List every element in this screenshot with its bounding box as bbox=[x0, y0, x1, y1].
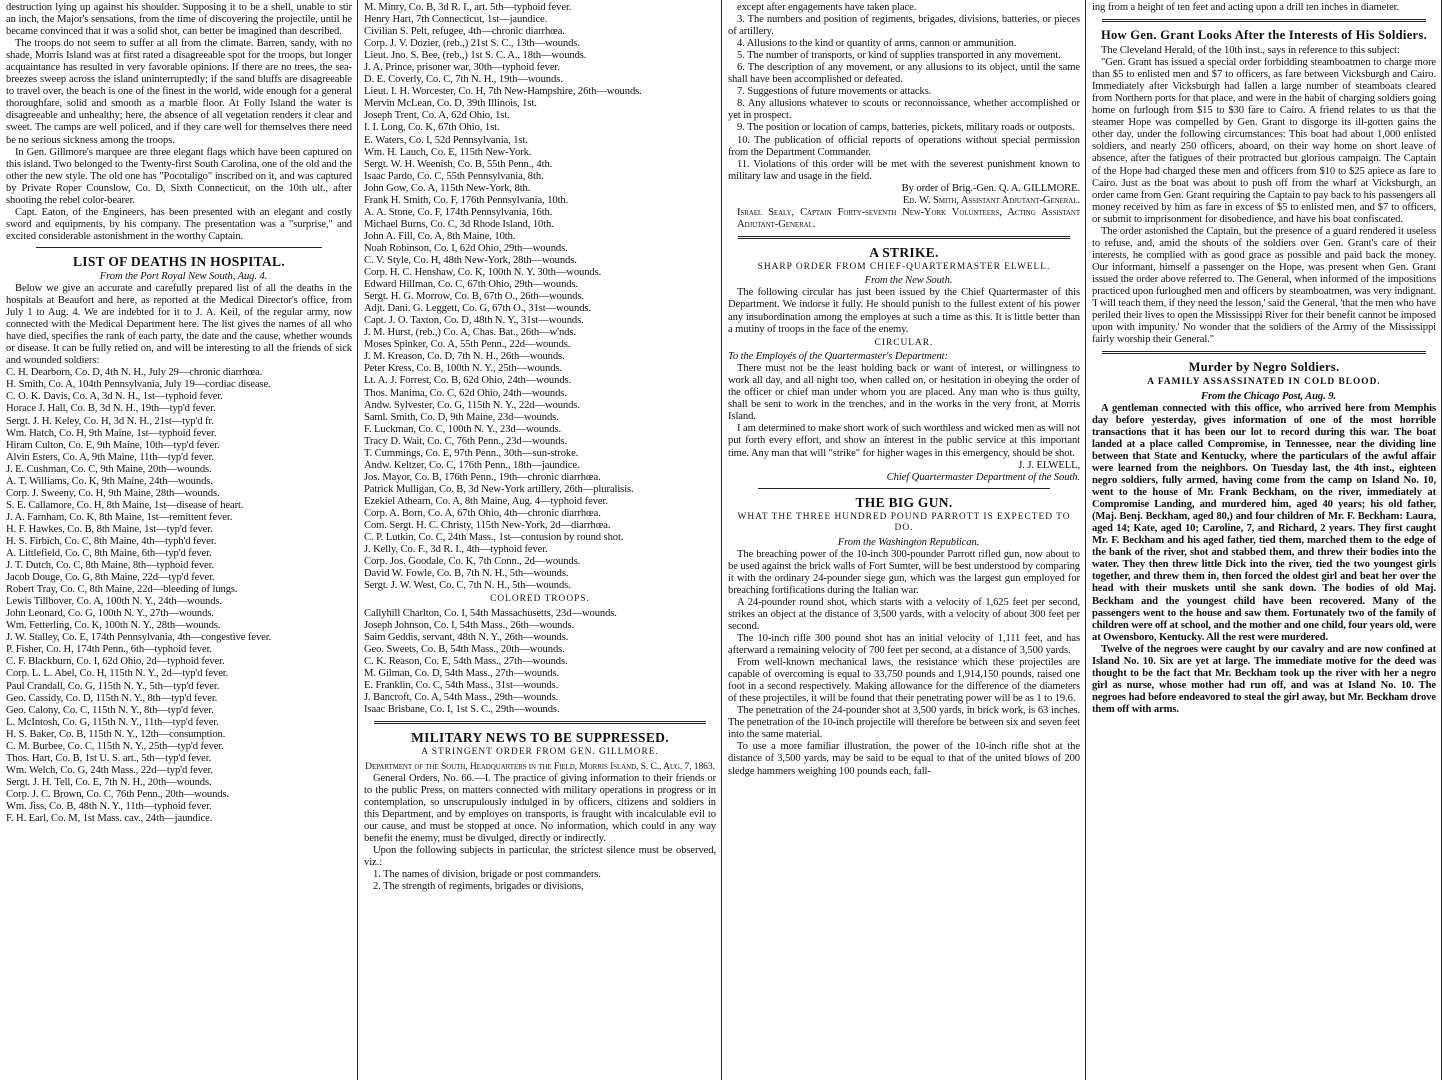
column-1 bbox=[0, 0, 357, 1080]
dateline: Department of the South, Headquarters in the Field, Morris Island, S. C., Aug. 7, 1863. bbox=[365, 760, 715, 772]
article-paragraph: The following circular has just been issued by the Chief Quartermaster of this Department. We indorse it fully. He should punish to the fullest extent of his power any insubordination among the employes at such a time as this. It is little better than a mutiny of troops in the face of the enemy. bbox=[728, 287, 1080, 335]
order-item: 10. The publication of official reports of operations without special permission from the Department Commander. bbox=[728, 134, 1080, 158]
article-paragraph: Upon the following subjects in particular, the strictest silence must be observed, viz.: bbox=[364, 845, 716, 869]
death-entry: Paul Crandall, Co. G, 115th N. Y., 5th—typ'd fever. bbox=[6, 680, 220, 692]
death-entry: Michael Burns, Co. C, 3d Rhode Island, 10th. bbox=[364, 218, 554, 230]
death-entry: Corp. J. C. Brown, Co. C, 76th Penn., 20th—wounds. bbox=[6, 788, 230, 800]
death-entry: Wm. Welch, Co. G, 24th Mass., 22d—typ'd fever. bbox=[6, 764, 213, 776]
death-entry: P. Fisher, Co. H, 174th Penn., 6th—typhoid fever. bbox=[6, 644, 212, 656]
death-entry: Peter Kress, Co. B, 100th N. Y., 25th—wounds. bbox=[364, 363, 562, 375]
headline-military-news: MILITARY NEWS TO BE SUPPRESSED. bbox=[411, 730, 669, 746]
death-entry: Isaac Brisbane, Co. I, 1st S. C., 29th—wounds. bbox=[364, 704, 560, 716]
death-entry: Alvin Esters, Co. A, 9th Maine, 11th—typ'd fever. bbox=[6, 451, 214, 463]
death-entry: Sergt. J. H. Tell, Co. E, 7th N. H., 20th—wounds. bbox=[6, 776, 212, 788]
death-entry: M. Minry, Co. B, 3d R. I., art. 5th—typhoid fever. bbox=[364, 2, 572, 13]
death-entry: J. M. Hurst, (reb.,) Co. A, Chas. Bat., 26th—w'nds. bbox=[364, 327, 576, 339]
signature: Ed. W. Smith, Assistant Adjutant-General. bbox=[902, 194, 1080, 206]
death-entry: S. E. Callamore, Co. H, 8th Maine, 1st—disease of heart. bbox=[6, 499, 244, 511]
death-entry: A. A. Stone, Co. F, 174th Pennsylvania, 16th. bbox=[364, 206, 553, 218]
death-entry: Geo. Cassidy, Co. D, 115th N. Y., 8th—typ'd fever. bbox=[6, 692, 218, 704]
orders-continued bbox=[728, 2, 1080, 183]
death-entry: C. H. Dearborn, Co. D, 4th N. H., July 29—chronic diarrhœa. bbox=[6, 367, 263, 379]
death-entry: Saml. Smith, Co. D, 9th Maine, 23d—wounds. bbox=[364, 411, 559, 423]
grant-body bbox=[1092, 57, 1436, 346]
death-entry: Sergt. J. H. Keley, Co. H, 3d N. H., 21st—typ'd fr. bbox=[6, 415, 214, 427]
death-entry: L. McIntosh, Co. G, 115th N. Y., 11th—typ'd fever. bbox=[6, 716, 219, 728]
death-entry: J. A. Farnham, Co. K, 8th Maine, 1st—remittent fever. bbox=[6, 511, 233, 523]
article-paragraph: The breaching power of the 10-inch 300-pounder Parrott rifled gun, now about to be used against the brick walls of Fort Sumter, will be best understood by comparing it with the ordinary 24-pounder siege gun, which was the largest gun employed for breaching fortifications during the Italian war. bbox=[728, 548, 1080, 596]
article-paragraph: Twelve of the negroes were caught by our cavalry and are now confined at Island No. 10. Six are yet at large. The immediate motive for the deed was thought to be the fact that Mr. Beckham took up the river with her a negro girl as nurse, whose mother had run off, and was at Island No. 10. The negroes had before endeavored to steal the girl away, but Mr. Beckham drove them off with arms. bbox=[1092, 643, 1436, 715]
death-entry: H. S. Baker, Co. B, 115th N. Y., 12th—consumption. bbox=[6, 728, 226, 740]
order-item: 8. Any allusions whatever to scouts or reconnoissance, whether accomplished or yet in prospect. bbox=[728, 98, 1080, 122]
death-entry: Sergt. H. G. Morrow, Co. B, 67th O., 26th—wounds. bbox=[364, 291, 584, 303]
death-entry: Corp. J. Sweeny, Co. H, 9th Maine, 28th—wounds. bbox=[6, 487, 220, 499]
death-entry: Edward Hillman, Co. C, 67th Ohio, 29th—wounds. bbox=[364, 279, 579, 291]
divider bbox=[738, 236, 1070, 239]
address-line: To the Employés of the Quartermaster's Department: bbox=[728, 351, 948, 363]
death-entry: Patrick Mulligan, Co. B, 3d New-York artillery, 26th—pluralisis. bbox=[364, 483, 634, 495]
source-line: From the Port Royal New South, Aug. 4. bbox=[99, 270, 268, 282]
death-entry: I. I. Long, Co. K, 67th Ohio, 1st. bbox=[364, 122, 500, 134]
military-body bbox=[364, 773, 716, 893]
death-entry: Henry Hart, 7th Connecticut, 1st—jaundice. bbox=[364, 14, 548, 26]
signature: J. J. ELWELL, bbox=[1018, 459, 1080, 471]
death-entry: H. F. Hawkes, Co. B, 8th Maine, 1st—typ'd fever. bbox=[6, 523, 213, 535]
death-entry: Corp. H. C. Henshaw, Co. K, 100th N. Y. 30th—wounds. bbox=[364, 267, 602, 279]
column-3 bbox=[722, 0, 1085, 1080]
death-entry: Corp. Jos. Goodale, Co. K, 7th Conn., 2d—wounds. bbox=[364, 556, 581, 568]
death-entry: Lewis Tillbover, Co. A, 100th N. Y., 24th—wounds. bbox=[6, 596, 222, 608]
article-paragraph: The penetration of the 24-pounder shot at 3,500 yards, in brick work, is 63 inches. The penetration of the 10-inch projectile will therefore be between six and seven feet into the same material. bbox=[728, 705, 1080, 741]
subhead-strike: SHARP ORDER FROM CHIEF-QUARTERMASTER ELWELL. bbox=[757, 261, 1051, 272]
death-entry: Capt. J. O. Taxton, Co. D, 48th N. Y., 31st—wounds. bbox=[364, 315, 584, 327]
article-paragraph: The Cleveland Herald, of the 10th inst., says in reference to this subject: bbox=[1101, 45, 1400, 57]
death-entry: Andw. Keltzer, Co. C, 176th Penn., 18th—jaundice. bbox=[364, 459, 580, 471]
death-entry: C. V. Style, Co. H, 48th New-York, 28th—wounds. bbox=[364, 254, 577, 266]
article-paragraph: Below we give an accurate and carefully prepared list of all the deaths in the hospitals at Beaufort and here, as reported at the Medical Director's office, from July 1 to Aug. 4. We are indebted for it to J. A. Keil, of the regular army, now connected with the Medical Department here. The list gives the names of all who have died, specifies the rank of each party, the date and the cause, whether wounds or disease. It can be fully relied on, and will be interesting to all the friends of sick and wounded soldiers: bbox=[6, 282, 352, 367]
order-item: 3. The numbers and position of regiments, brigades, divisions, batteries, or pieces of artillery. bbox=[728, 14, 1080, 38]
article-paragraph: ing from a height of ten feet and acting upon a drill ten inches in diameter. bbox=[1092, 2, 1400, 13]
headline-grant: How Gen. Grant Looks After the Interests of His Soldiers. bbox=[1100, 28, 1427, 43]
order-item: 4. Allusions to the kind or quantity of arms, cannon or ammunition. bbox=[737, 38, 1017, 50]
divider bbox=[36, 247, 322, 248]
order-item: 9. The position or location of camps, batteries, pickets, military roads or outposts. bbox=[737, 122, 1075, 134]
order-item: except after engagements have taken place. bbox=[737, 2, 917, 13]
death-entry: C. F. Blackburn, Co. I, 62d Ohio, 2d—typhoid fever. bbox=[6, 656, 225, 668]
article-paragraph: "Gen. Grant has issued a special order forbidding steamboatmen to charge more than $5 to enlisted men and $7 to officers, as fare between Vicksburgh and Cairo. Immediately after Vicksburgh had fallen a large number of steamboats cleared from Northern ports for that place, and were in the habit of charging soldiers going home on furlough from $15 to $30 fare to Cairo. A friend relates to us that the steamer Hope was compelled by Gen. Grant to disgorge its ill-gotten gains the other day, under the following circumstances: This boat had about 1,000 enlisted soldiers, and nearly 250 officers, aboard, on their way home on short leave of absence, after the fatigues of their protracted but glorious campaign. The Captain of the Hope had charged these men and officers from $10 to $25 apiece as fare to Cairo. Just as the boat was about to push off from the wharf at Vicksburgh, an order came from Gen. Grant requiring the Captain to pay back to his passengers all money received by him as fare in excess of $5 to enlisted men, and $7 to officers, or submit to imprisonment for disobedience, and have his boat confiscated. bbox=[1092, 57, 1436, 225]
death-entry: Joseph Trent, Co. A, 62d Ohio, 1st. bbox=[364, 110, 510, 122]
subhead-colored-troops: COLORED TROOPS. bbox=[490, 594, 590, 605]
death-entry: Joseph Johnson, Co. I, 54th Mass., 26th—wounds. bbox=[364, 619, 575, 631]
death-entry: John Gow, Co. A, 115th New-York, 8th. bbox=[364, 182, 531, 194]
death-entry: Geo. Calony, Co. C, 115th N. Y., 8th—typ'd fever. bbox=[6, 704, 214, 716]
divider bbox=[374, 721, 706, 724]
death-entry: C. M. Burbee, Co. C, 115th N. Y., 25th—typ'd fever. bbox=[6, 740, 224, 752]
article-paragraph: In Gen. Gillmore's marquee are three elegant flags which have been captured on this island. Two belonged to the Twenty-first South Carolina, one of the old and the other the new style. The old one has "Pocotaligo" inscribed on it, and was captured by Private Roper Counslow, Co. D, Sixth Connecticut, on the 10th ult., after shooting the rebel color-bearer. bbox=[6, 146, 352, 206]
order-item: 6. The description of any movement, or any allusions to its object, until the same shall have been accomplished or defeated. bbox=[728, 62, 1080, 86]
death-entry: Lt. A. J. Forrest, Co. B, 62d Ohio, 24th—wounds. bbox=[364, 375, 572, 387]
death-entry: D. E. Coverly, Co. C, 7th N. H., 19th—wounds. bbox=[364, 74, 563, 86]
death-entry: John A. Fill, Co. A, 8th Maine, 10th. bbox=[364, 230, 516, 242]
article-paragraph: General Orders, No. 66.—I. The practice of giving information to their friends or to the public Press, on matters connected with military operations in progress or in contemplation, so unscrupulously indulged in by officers, citizens and soldiers in this Department, and by employes on transports, is fraught with incalculable evil to our cause, and must be stopped at once. No information, which could in any way benefit the enemy, must be divulged, directly or indirectly. bbox=[364, 772, 716, 844]
death-entry: Tracy D. Wait, Co. C, 76th Penn., 23d—wounds. bbox=[364, 435, 567, 447]
death-entry: Mervin McLean, Co. D, 39th Illinois, 1st. bbox=[364, 98, 537, 110]
source-line: From the Chicago Post, Aug. 9. bbox=[1201, 390, 1336, 402]
article-paragraph: A 24-pounder round shot, which starts with a velocity of 1,625 feet per second, strikes an object at the distance of 3,500 yards, with a velocity of about 300 feet per second. bbox=[728, 596, 1080, 632]
article-paragraph: destruction lying up against his shoulder. Supposing it to be a shell, unable to stir an inch, the Major's sensations, from the time of discovering the projectile, until he became convinced that it was a solid shot, can better be imagined than described. bbox=[6, 2, 352, 38]
colored-troops-list bbox=[364, 608, 716, 716]
article-paragraph: 1. The names of division, brigade or post commanders. bbox=[373, 869, 601, 881]
signature: Chief Quartermaster Department of the South. bbox=[886, 471, 1080, 483]
headline-strike: A STRIKE. bbox=[869, 244, 939, 260]
death-entry: Jos. Mayor, Co. B, 176th Penn., 19th—chronic diarrhœa. bbox=[364, 471, 601, 483]
death-entry: Thos. Manima, Co. C, 62d Ohio, 24th—wounds. bbox=[364, 387, 567, 399]
column-2 bbox=[358, 0, 721, 1080]
death-entry: C. P. Lutkin, Co. C, 24th Mass., 1st—contusion by round shot. bbox=[364, 532, 624, 544]
order-item: 7. Suggestions of future movements or attacks. bbox=[737, 86, 932, 98]
death-entry: Wm. Jiss, Co. B, 48th N. Y., 11th—typhoid fever. bbox=[6, 801, 212, 812]
article-paragraph: Capt. Eaton, of the Engineers, has been presented with an elegant and costly sword and equipments, by his company. The presentation was a "surprise," and excited considerable astonishment in the worthy Captain. bbox=[6, 206, 352, 242]
divider bbox=[1102, 19, 1426, 22]
death-entry: Isaac Pardo, Co. C, 55th Pennsylvania, 8th. bbox=[364, 170, 544, 182]
subhead-big-gun: WHAT THE THREE HUNDRED POUND PARROTT IS EXPECTED TO DO. bbox=[737, 511, 1071, 534]
death-entry: Lieut. Jno. S. Bee, (reb.,) 1st S. C. A., 18th—wounds. bbox=[364, 50, 587, 62]
deaths-list-continued bbox=[364, 2, 716, 592]
death-entry: E. Franklin, Co. C, 54th Mass., 31st—wounds. bbox=[364, 680, 559, 692]
article-paragraph: The troops do not seem to suffer at all from the climate. Barren, sandy, with no shade, Morris Island was at first rated a disagreeable spot for the troops, but longer acquaintance has resulted in very favorable opinions. If there are no trees, the sea-breezes sweep across the island uninterruptedly; if the sand bluffs are disagreeable to travel over, the beach is one of the finest in the world, wide enough for a general thoroughfare, solid and smooth as a marble floor. At Folly Island the water is disagreeable and unhealthy; here, the absence of all vegetation renders it clear and sweet. The camps are well policed, and if they care well for themselves there need be no serious sickness among the troops. bbox=[6, 38, 352, 146]
death-entry: Civilian S. Pelt, refugee, 4th—chronic diarrhœa. bbox=[364, 26, 565, 38]
death-entry: Hiram Culton, Co. E, 9th Maine, 10th—typ'd fever. bbox=[6, 439, 220, 451]
headline-murder: Murder by Negro Soldiers. bbox=[1188, 360, 1340, 375]
death-entry: David W. Fowle, Co. B, 7th N. H., 5th—wounds. bbox=[364, 568, 569, 580]
death-entry: C. K. Reason, Co. E, 54th Mass., 27th—wounds. bbox=[364, 655, 568, 667]
article-paragraph: To use a more familiar illustration, the power of the 10-inch rifle shot at the distance of 3,500 yards, may be said to be equal to that of the united blows of 200 sledge hammers weighing 100 pounds each, fall- bbox=[728, 741, 1080, 777]
death-entry: A. Littlefield, Co. C, 8th Maine, 6th—typ'd fever. bbox=[6, 548, 212, 560]
death-entry: E. Waters, Co. I, 52d Pennsylvania, 1st. bbox=[364, 134, 528, 146]
subhead-circular: CIRCULAR. bbox=[874, 337, 934, 348]
death-entry: F. Luckman, Co. C, 100th N. Y., 23d—wounds. bbox=[364, 423, 562, 435]
death-entry: Andw. Sylvester, Co. G, 115th N. Y., 22d—wounds. bbox=[364, 399, 580, 411]
subhead-murder: A FAMILY ASSASSINATED IN COLD BLOOD. bbox=[1147, 377, 1381, 388]
article-paragraph: There must not be the least holding back or want of interest, or willingness to work all day, and all night too, when called on, or hesitation in obeying the order of the officer or chief man under whom you are placed. Any man who is thus guilty, shall be sent to work in the trenches, and in the works in the very front, at Morris Island. bbox=[728, 363, 1080, 423]
death-entry: Horace J. Hall, Co. B, 3d N. H., 19th—typ'd fever. bbox=[6, 403, 216, 415]
death-entry: F. H. Earl, Co. M, 1st Mass. cav., 24th—jaundice. bbox=[6, 813, 213, 825]
column-4 bbox=[1086, 0, 1441, 1080]
divider bbox=[1102, 351, 1426, 354]
death-entry: Jacob Douge, Co. G, 8th Maine, 22d—typ'd fever. bbox=[6, 572, 215, 584]
death-entry: Lieut. I. H. Worcester, Co. H, 7th New-Hampshire, 26th—wounds. bbox=[364, 86, 642, 98]
death-entry: Corp. J. V. Dozier, (reb.,) 21st S. C., 13th—wounds. bbox=[364, 38, 580, 50]
headline-deaths: LIST OF DEATHS IN HOSPITAL. bbox=[72, 253, 286, 269]
article-paragraph: I am determined to make short work of such worthless and wicked men as will not put forth every effort, and show an interest in the public service at this important time. Any man that will "strike" for higher wages in this emergency, should be shot. bbox=[728, 423, 1080, 459]
death-entry: M. Gilman, Co. D, 54th Mass., 27th—wounds. bbox=[364, 668, 560, 680]
big-gun-body bbox=[728, 549, 1080, 778]
death-entry: H. Smith, Co. A, 104th Pennsylvania, July 19—cordiac disease. bbox=[6, 379, 271, 391]
death-entry: Robert Tray, Co. C, 8th Maine, 22d—bleeding of lungs. bbox=[6, 584, 238, 596]
death-entry: J. W. Stalley, Co. E, 174th Pennsylvania, 4th—congestive fever. bbox=[6, 632, 272, 644]
deaths-list bbox=[6, 367, 352, 825]
order-item: 5. The number of transports, or kind of supplies transported in any movement. bbox=[737, 50, 1061, 62]
death-entry: Callyhill Charlton, Co. I, 54th Massachusetts, 23d—wounds. bbox=[364, 607, 617, 619]
signature: By order of Brig.-Gen. Q. A. GILLMORE. bbox=[901, 182, 1080, 194]
death-entry: J. M. Kreason, Co. D, 7th N. H., 26th—wounds. bbox=[364, 351, 565, 363]
death-entry: J. Bancroft, Co. A, 54th Mass., 29th—wounds. bbox=[364, 692, 559, 704]
signature: Israel Sealy, Captain Forty-seventh New-York Volunteers, Acting Assistant Adjutant-General. bbox=[737, 206, 1080, 230]
article-paragraph: The order astonished the Captain, but the presence of a guard rendered it useless to refuse, and, amid the shouts of the soldiers over Gen. Grant's care of their interests, he complied with as good grace as possible and paid back the money. Our informant, himself a passenger on the Hope, was present when Gen. Grant issued the order above referred to. The General, when informed of the impositions practiced upon furloughed men and officers by steamboatmen, was very indignant. 'I will teach them, if they need the lesson,' said the General, 'that the men who have periled their lives to open the Mississippi River for their benefit cannot be imposed upon with impunity.' No wonder that the soldiers of the Army of the Mississippi fairly worship their General." bbox=[1092, 225, 1436, 346]
headline-big-gun: THE BIG GUN. bbox=[855, 494, 953, 510]
article-paragraph: From well-known mechanical laws, the resistance which these projectiles are capable of overcoming is equal to 33,750 pounds and 1,914,150 pounds, raised one foot in a second respectively. Making allowance for the difference of the diameters of these projectiles, it will be found that their penetrating power will be as 1 to 19.6. bbox=[728, 657, 1080, 705]
death-entry: Wm. Fetterling, Co. K, 100th N. Y., 28th—wounds. bbox=[6, 620, 221, 632]
death-entry: Ezekiel Athearn, Co. A, 8th Maine, Aug. 4—typhoid fever. bbox=[364, 495, 608, 507]
death-entry: Com. Sergt. H. C. Christy, 115th New-York, 2d—diarrhœa. bbox=[364, 520, 611, 532]
death-entry: Wm. Hatch, Co. H, 9th Maine, 1st—typhoid fever. bbox=[6, 427, 217, 439]
death-entry: Thos. Hart, Co. B, 1st U. S. art., 5th—typ'd fever. bbox=[6, 752, 212, 764]
murder-body bbox=[1092, 403, 1436, 716]
death-entry: T. Cummings, Co. E, 97th Penn., 30th—sun-stroke. bbox=[364, 447, 579, 459]
death-entry: C. O. K. Davis, Co. A, 3d N. H., 1st—typhoid fever. bbox=[6, 391, 223, 403]
death-entry: J. E. Cushman, Co. C, 9th Maine, 20th—wounds. bbox=[6, 463, 212, 475]
death-entry: Adjt. Dani. G. Leggett, Co. G, 67th O., 31st—wounds. bbox=[364, 303, 591, 315]
order-item: 11. Violations of this order will be met with the severest punishment known to military law and usage in the field. bbox=[728, 158, 1080, 182]
death-entry: J. Kelly, Co. F., 3d R. I., 4th—typhoid fever. bbox=[364, 544, 548, 556]
death-entry: John Leonard, Co. G, 100th N. Y., 27th—wounds. bbox=[6, 608, 214, 620]
subhead-order: A STRINGENT ORDER FROM GEN. GILLMORE. bbox=[421, 747, 659, 758]
article-paragraph: A gentleman connected with this office, who arrived here from Memphis day before yesterday, gives information of one of the most horrible transactions that it has been our lot to record during this war. The boat landed at a place called Compromise, in Tennessee, near the dividing line between that State and Kentucky, where the particulars of the awful affair were learned from the neighbors. On Tuesday last, the 4th inst., eighteen negro soldiers, fully armed, having come from the camp on Island No. 10, went to the house of Mr. Frank Beckham, on the river, immediately at Compromise Landing, and murdered him, aged 40 years; his old father, (Maj. Benj. Beckham, aged 80,) and four children of Mr. F. Beckham: Laura, aged 14; Kate, aged 10; Caroline, 7, and Richard, 2 years. They first caught Mr. F. Beckham and his aged father, tied them, marched them to the edge of the bank of the river, shot and stabbed them, and threw their bodies into the water. They then threw little Dick into the river, tied the two youngest girls together, and threw them in, then forced the oldest girl and beat her over the head with their muskets until she sank down. The bodies of old Maj. Beckham and the youngest child have been recovered. Many of the passengers went to the house and saw them. Fortunately two of the family of children were off at school, and the mother and one child, four years old, were at Owensboro, Kentucky. All the rest were murdered. bbox=[1092, 402, 1436, 643]
article-paragraph: The 10-inch rifle 300 pound shot has an initial velocity of 1,111 feet, and has afterward a remaining velocity of 700 feet per second, at a distance of 3,500 yards. bbox=[728, 633, 1080, 657]
death-entry: Corp. A. Born, Co. A, 67th Ohio, 4th—chronic diarrhœa. bbox=[364, 507, 601, 519]
death-entry: Wm. H. Lauch, Co. E, 115th New-York. bbox=[364, 146, 532, 158]
death-entry: Sergt. J. W. West, Co. C, 7th N. H., 5th—wounds. bbox=[364, 580, 571, 592]
death-entry: Geo. Sweets, Co. B, 54th Mass., 20th—wounds. bbox=[364, 643, 565, 655]
death-entry: Sergt. W. H. Weenish, Co. B, 55th Penn., 4th. bbox=[364, 158, 553, 170]
death-entry: A. T. Williams, Co. K, 9th Maine, 24th—wounds. bbox=[6, 475, 213, 487]
article-paragraph: 2. The strength of regiments, brigades or divisions, bbox=[373, 881, 584, 893]
death-entry: Saim Geddis, servant, 48th N. Y., 26th—wounds. bbox=[364, 631, 569, 643]
divider bbox=[758, 488, 1050, 489]
death-entry: Noah Robinson, Co. I, 62d Ohio, 29th—wounds. bbox=[364, 242, 568, 254]
death-entry: Moses Spinker, Co. A, 55th Penn., 22d—wounds. bbox=[364, 339, 571, 351]
death-entry: Corp. L. L. Abel, Co. H, 115th N. Y., 2d—typ'd fever. bbox=[6, 668, 229, 680]
death-entry: J. A. Prince, prisoner war, 30th—typhoid fever. bbox=[364, 62, 560, 74]
death-entry: Frank H. Smith, Co. F, 176th Pennsylvania, 10th. bbox=[364, 194, 569, 206]
source-line: From the New South. bbox=[864, 275, 953, 287]
source-line: From the Washington Republican. bbox=[837, 536, 980, 548]
death-entry: J. T. Dutch, Co. C, 8th Maine, 8th—typhoid fever. bbox=[6, 560, 215, 572]
death-entry: H. S. Firbich, Co. C, 8th Maine, 4th—typh'd fever. bbox=[6, 535, 217, 547]
